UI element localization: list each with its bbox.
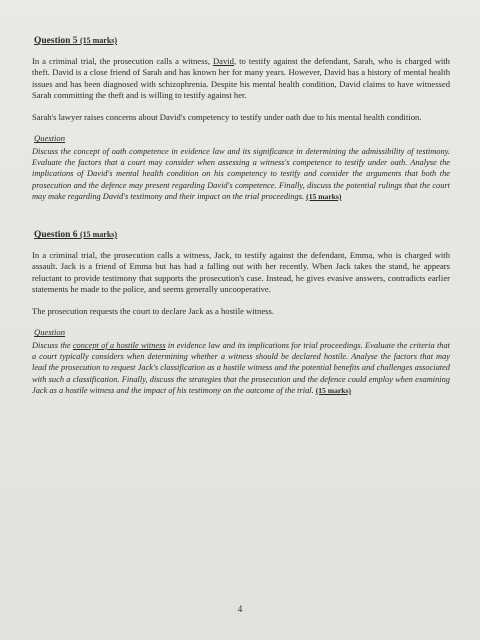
question-6-heading [34,230,450,240]
question-5-text [32,146,450,202]
question-5-scenario [32,56,450,102]
scenario-text: In a criminal trial, the prosecution calls a witness, [32,56,213,66]
question-6-inline-marks: (15 marks) [315,385,352,395]
question-6-label: Question [34,327,66,338]
underlined-phrase: concept of a hostile witness [72,341,166,351]
question-text: Discuss the [32,341,73,351]
question-6-marks: (15 marks) [79,230,118,240]
page-number: 4 [237,604,243,614]
question-6-scenario: In a criminal trial, the prosecution calls a witness, Jack, to testify against the defendant, Emma, who is charged with assault. Jack is a friend of Emma but has had a falling out with her recently. When Jack takes the stand, he appears reluctant to provide testimony that supports the prosecution's case. Instead, he gives evasive answers, contradicts earlier statements he made to the police, and seems generally uncooperative. [32,250,450,295]
question-text: Discuss the concept of oath competence in evidence law and its significance in determining the admissibility of testimony. Evaluate the factors that a court may consider when assessing a witness's competence to testify under oath. Analyse the implications of David's mental health condition on his competency to testify and consider the arguments that both the prosecution and the defence may present regarding David's competence. Finally, discuss the potential rulings that the court may make regarding David's testimony and their impact on the trial proceedings. [32,147,450,201]
scenario-text: , to testify against the defendant, Sarah, who is charged with theft. David is a close friend of Sarah and has known her for many years. However, David has a history of mental health issues and has been diagnosed with schizophrenia. Despite his mental health condition, David claims to have witnessed Sarah committing the theft and is willing to testify against her. [32,56,450,101]
section-gap [32,202,450,230]
witness-name: David [212,56,234,66]
question-5-concern: Sarah's lawyer raises concerns about David's competency to testify under oath due to his mental health condition. [32,111,422,122]
question-6-text [32,340,450,396]
question-5-heading [34,36,450,46]
question-5-inline-marks: (15 marks) [306,191,342,201]
question-5-title: Question 5 [34,36,78,46]
question-5-marks: (15 marks) [79,36,118,45]
question-text: in evidence law and its implications for trial proceedings. Evaluate the criteria that a court typically considers when determining whether a witness should be declared hostile. Analyse the factors that may lead the prosecution to request Jack's classification as a hostile witness and the potential benefits and challenges associated with such a classification. Finally, discuss the strategies that the prosecution and the defence could employ when examining Jack as a hostile witness and the impact of his testimony on the outcome of the trial. [32,341,450,395]
question-5-label: Question [34,133,66,144]
question-6-title: Question 6 [34,230,78,241]
question-6-request: The prosecution requests the court to declare Jack as a hostile witness. [32,305,274,316]
